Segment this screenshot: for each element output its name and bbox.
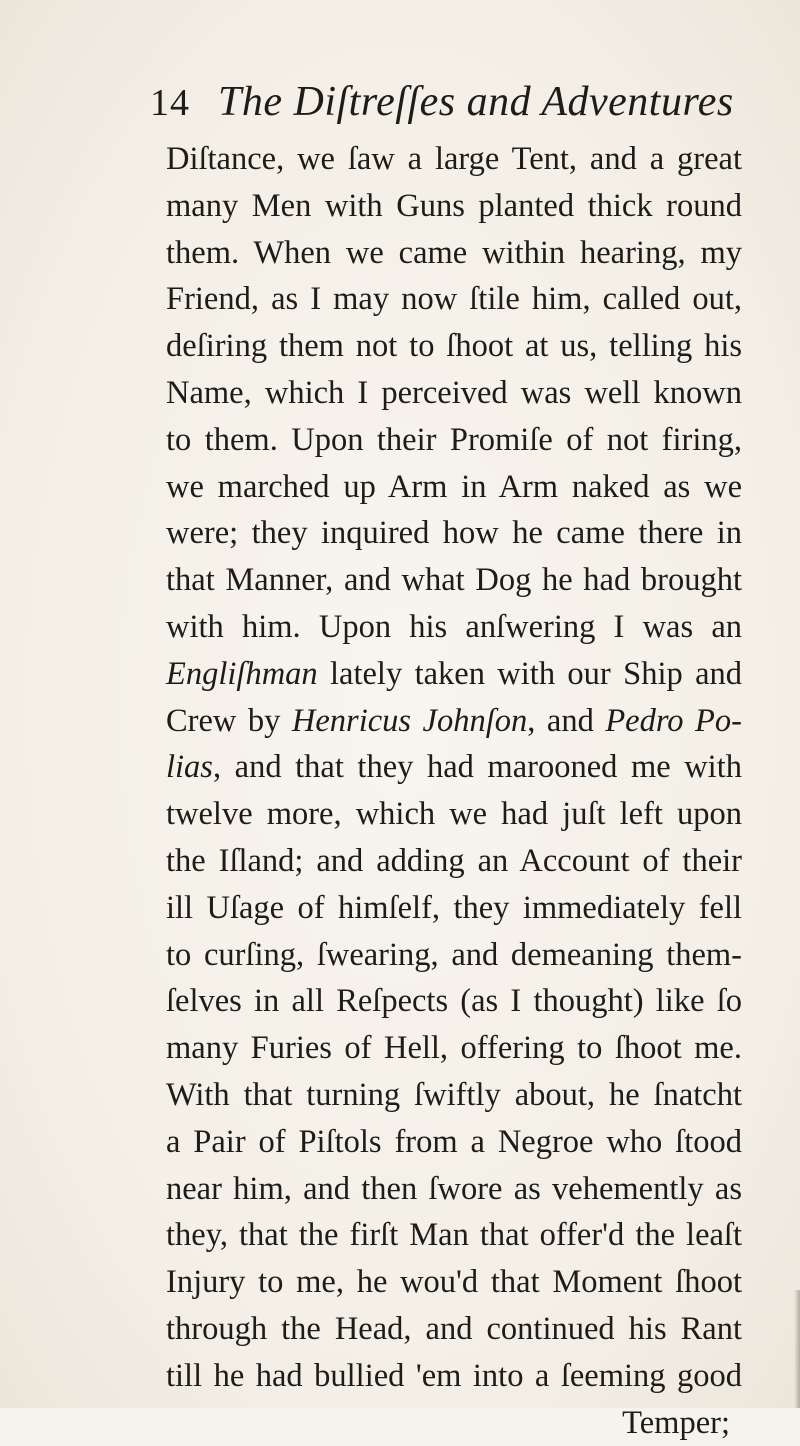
text-segment: ſelves in all Reſpects (as I thought) like ſo — [166, 983, 742, 1020]
text-line — [166, 1119, 742, 1166]
body-text — [166, 136, 742, 1446]
catchword: Temper; — [622, 1404, 730, 1441]
text-line — [166, 791, 742, 838]
text-segment: deſiring them not to ſhoot at us, telling his — [166, 328, 742, 365]
text-line — [166, 1259, 742, 1306]
text-segment: Crew by — [166, 702, 292, 739]
text-line — [166, 932, 742, 979]
page-header — [150, 78, 750, 134]
text-segment: many Furies of Hell, offering to ſhoot me. — [166, 1030, 742, 1067]
text-segment: were; they inquired how he came there in — [166, 515, 742, 552]
text-line — [166, 183, 742, 230]
running-title: The Diſtreſſes and Adventures — [218, 79, 734, 125]
text-segment: the Iſland; and adding an Account of their — [166, 842, 742, 879]
text-line — [166, 464, 742, 511]
text-segment: them. When we came within hearing, my — [166, 234, 742, 271]
text-segment: near him, and then ſwore as vehemently as — [166, 1170, 742, 1207]
text-line — [166, 136, 742, 183]
text-line — [166, 1306, 742, 1353]
text-segment: , and — [527, 702, 606, 739]
text-segment: Injury to me, he wou'd that Moment ſhoot — [166, 1264, 742, 1301]
text-line — [166, 978, 742, 1025]
text-segment: Friend, as I may now ſtile him, called out, — [166, 281, 742, 318]
text-line — [166, 370, 742, 417]
italic-text: Engliſhman — [166, 655, 318, 692]
text-line — [166, 1072, 742, 1119]
text-segment: that Manner, and what Dog he had brought — [166, 562, 742, 599]
text-line — [166, 1025, 742, 1072]
text-segment: to curſing, ſwearing, and demeaning them- — [166, 936, 742, 973]
text-line — [166, 1353, 742, 1400]
page-number: 14 — [150, 82, 190, 124]
italic-text: Henricus Johnſon — [291, 702, 528, 739]
text-line — [166, 744, 742, 791]
text-line — [166, 698, 742, 745]
text-line — [166, 557, 742, 604]
text-line — [166, 230, 742, 277]
text-line — [166, 651, 742, 698]
text-segment: to them. Upon their Promiſe of not firing, — [166, 421, 742, 458]
text-segment: twelve more, which we had juſt left upon — [166, 796, 742, 833]
text-segment: Name, which I perceived was well known — [166, 374, 742, 411]
text-segment: we marched up Arm in Arm naked as we — [166, 468, 742, 505]
text-segment: Diſtance, we ſaw a large Tent, and a great — [166, 141, 742, 177]
text-segment: through the Head, and continued his Rant — [166, 1310, 742, 1347]
text-line — [166, 276, 742, 323]
text-segment: , and that they had marooned me with — [212, 749, 742, 786]
italic-text: lias — [166, 749, 213, 786]
text-line — [166, 1166, 742, 1213]
text-line — [166, 417, 742, 464]
text-segment: many Men with Guns planted thick round — [166, 187, 742, 224]
italic-text: Pedro Po- — [605, 702, 742, 739]
text-line — [166, 510, 742, 557]
text-segment: a Pair of Piſtols from a Negroe who ſtood — [166, 1123, 742, 1160]
text-line — [166, 604, 742, 651]
text-line — [166, 838, 742, 885]
page-edge-shadow — [794, 1290, 800, 1408]
text-segment: With that turning ſwiftly about, he ſnatcht — [166, 1076, 742, 1113]
text-line — [166, 885, 742, 932]
text-line — [166, 1212, 742, 1259]
text-segment: till he had bullied 'em into a ſeeming good — [166, 1357, 742, 1394]
text-segment: lately taken with our Ship and — [317, 655, 742, 692]
text-line — [166, 323, 742, 370]
text-segment: with him. Upon his anſwering I was an — [166, 608, 742, 645]
text-segment: ill Uſage of himſelf, they immediately fell — [166, 889, 742, 926]
text-segment: they, that the firſt Man that offer'd the leaſt — [166, 1217, 742, 1254]
